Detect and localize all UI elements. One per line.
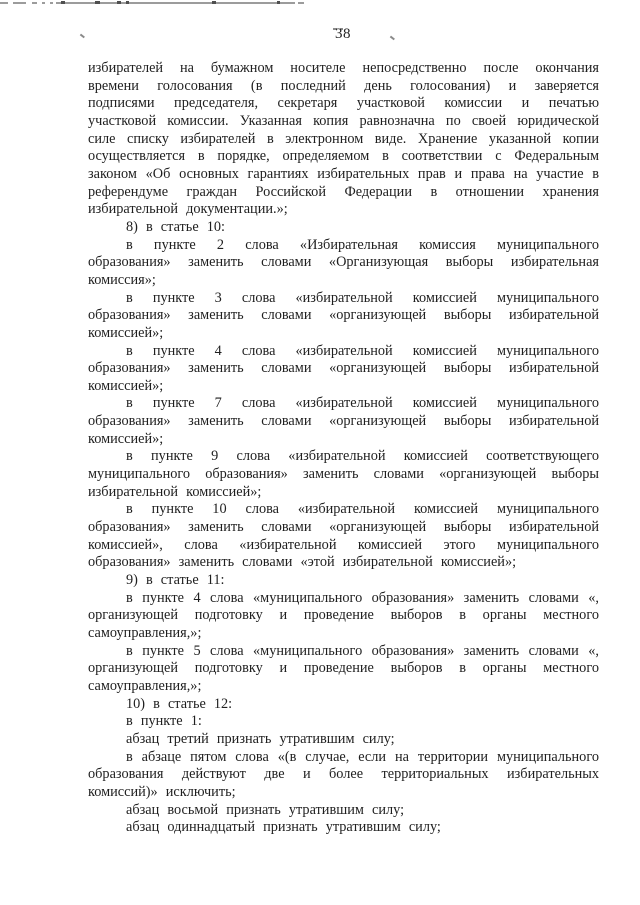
paragraph-item-8: 8) в статье 10: — [126, 218, 226, 235]
paragraph-point-2: в пункте 2 слова «Избирательная комиссия муниципального образования» заменить словами «Организующая выборы избирательная комиссия»; — [88, 236, 599, 288]
paragraph-point-9: в пункте 9 слова «избирательной комиссией соответствующего муниципального образования» заменить словами «организующей выборы избирательной комиссией»; — [88, 448, 599, 500]
paragraph-abzac-8: абзац восьмой признать утратившим силу; — [126, 801, 405, 818]
scan-artifact-line — [0, 0, 640, 6]
paragraph-continued: избирателей на бумажном носителе непосредственно после окончания времени голосования (в последний день голосования) и заверяется подписями председателя, секретаря участковой комиссии и печатью участковой комиссии. Указанная копия равнозначна по своей юридической силе списку избирателей в электронном виде. Хранение указанной копии осуществляется в порядке, определяемом в соответствии с Федеральным законом «Об основных гарантиях избирательных прав и права на участие в референдуме граждан Российской Федерации в отношении хранения избирательной документации.»; — [88, 60, 599, 218]
paragraph-abzac-3: абзац третий признать утратившим силу; — [126, 730, 395, 747]
paragraph-point-7: в пункте 7 слова «избирательной комиссией муниципального образования» заменить словами «организующей выборы избирательной комиссией»; — [88, 395, 599, 447]
paragraph-item-9: 9) в статье 11: — [126, 572, 225, 589]
paragraph-item-10: 10) в статье 12: — [126, 695, 233, 712]
paragraph-abzac-5: в абзаце пятом слова «(в случае, если на территории муниципального образования действуют две и более территориальных избирательных комиссий)» исключить; — [88, 748, 599, 800]
paragraph-art11-point-5: в пункте 5 слова «муниципального образования» заменить словами «, организующей подготовку и проведение выборов в органы местного самоуправления,»; — [88, 642, 599, 694]
scan-speck — [80, 34, 85, 38]
paragraph-point-3: в пункте 3 слова «избирательной комиссией муниципального образования» заменить словами «организующей выборы избирательной комиссией»; — [88, 289, 599, 341]
paragraph-abzac-11: абзац одиннадцатый признать утратившим силу; — [126, 819, 441, 836]
paragraph-art11-point-4: в пункте 4 слова «муниципального образования» заменить словами «, организующей подготовку и проведение выборов в органы местного самоуправления,»; — [88, 589, 599, 641]
paragraph-point-4: в пункте 4 слова «избирательной комиссией муниципального образования» заменить словами «организующей выборы избирательной комиссией»; — [88, 342, 599, 394]
document-body — [88, 60, 599, 837]
page-number: 38 — [335, 26, 351, 42]
paragraph-point-10: в пункте 10 слова «избирательной комиссией муниципального образования» заменить словами «организующей выборы избирательной комиссией», слова «избирательной комиссией этого муниципального образования» заменить словами «этой избирательной комиссией»; — [88, 501, 599, 571]
paragraph-art12-point-1: в пункте 1: — [126, 713, 202, 730]
